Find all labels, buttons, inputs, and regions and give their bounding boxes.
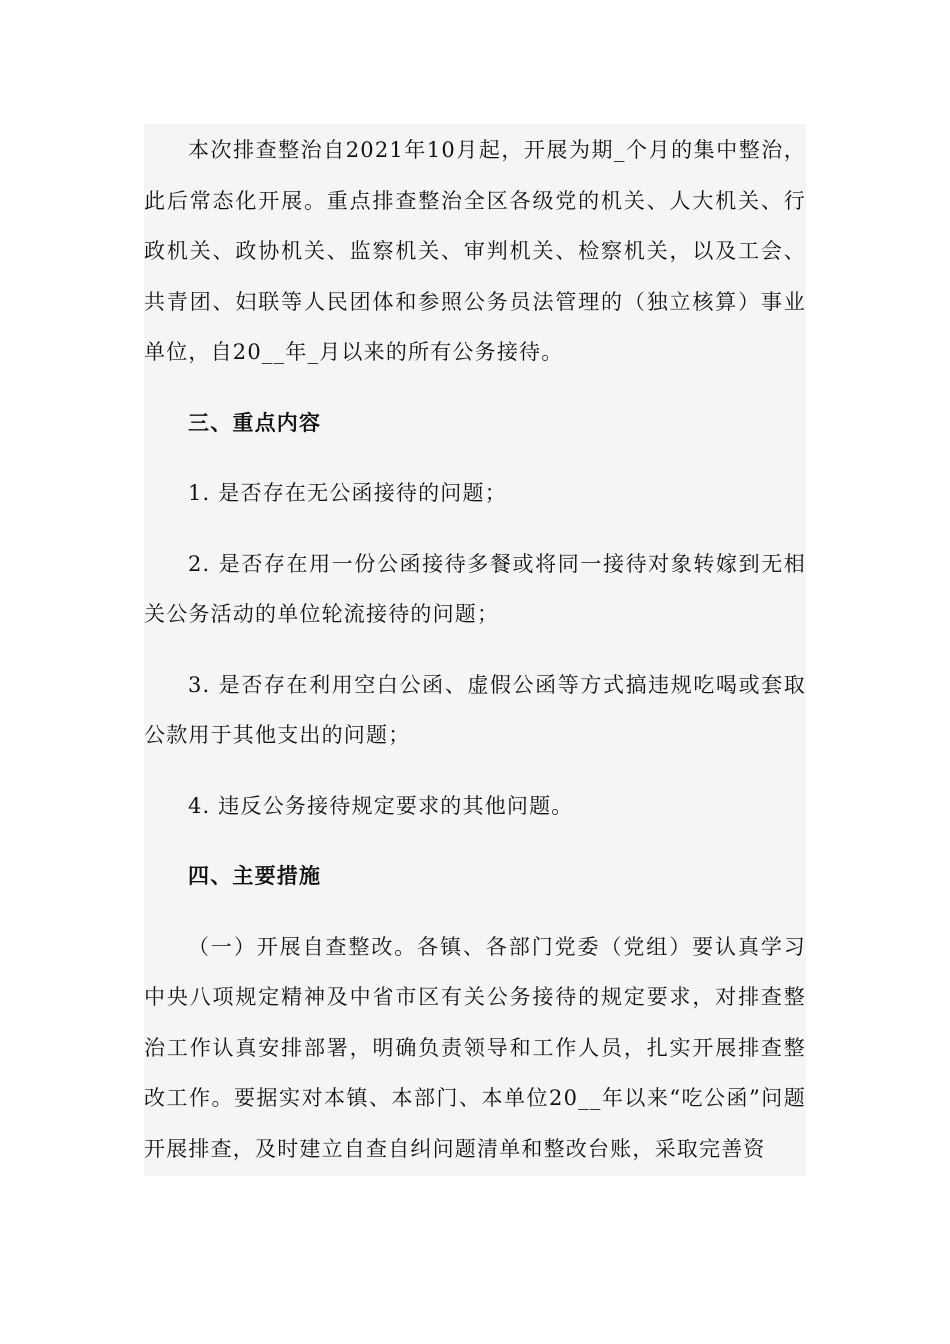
list-item: 4. 违反公务接待规定要求的其他问题。 <box>188 793 574 818</box>
section-three-heading: 三、重点内容 <box>188 410 322 435</box>
list-item: 2. 是否存在用一份公函接待多餐或将同一接待对象转嫁到无相关公务活动的单位轮流接待的问题； <box>144 551 806 626</box>
spacer <box>144 378 806 398</box>
spacer <box>144 448 806 468</box>
document-body <box>144 124 806 1176</box>
spacer <box>144 831 806 851</box>
spacer <box>144 640 806 660</box>
intro-paragraph: 本次排查整治自2021年10月起，开展为期_个月的集中整治，此后常态化开展。重点排查整治全区各级党的机关、人大机关、行政机关、政协机关、监察机关、审判机关、检察机关，以及工会、共青团、妇联等人民团体和参照公务员法管理的（独立核算）事业单位，自20__年_月以来的所有公务接待。 <box>144 138 806 364</box>
measure-paragraph: （一）开展自查整改。各镇、各部门党委（党组）要认真学习中央八项规定精神及中省市区有关公务接待的规定要求，对排查整治工作认真安排部署，明确负责领导和工作人员，扎实开展排查整改工作。要据实对本镇、本部门、本单位20__年以来“吃公函”问题开展排查，及时建立自查自纠问题清单和整改台账，采取完善资 <box>144 934 806 1161</box>
list-item: 1. 是否存在无公函接待的问题； <box>188 481 507 505</box>
section-four-heading: 四、主要措施 <box>188 864 322 888</box>
spacer <box>144 519 806 539</box>
spacer <box>144 761 806 781</box>
list-item: 3. 是否存在利用空白公函、虚假公函等方式搞违规吃喝或套取公款用于其他支出的问题； <box>144 672 806 747</box>
spacer <box>144 902 806 922</box>
